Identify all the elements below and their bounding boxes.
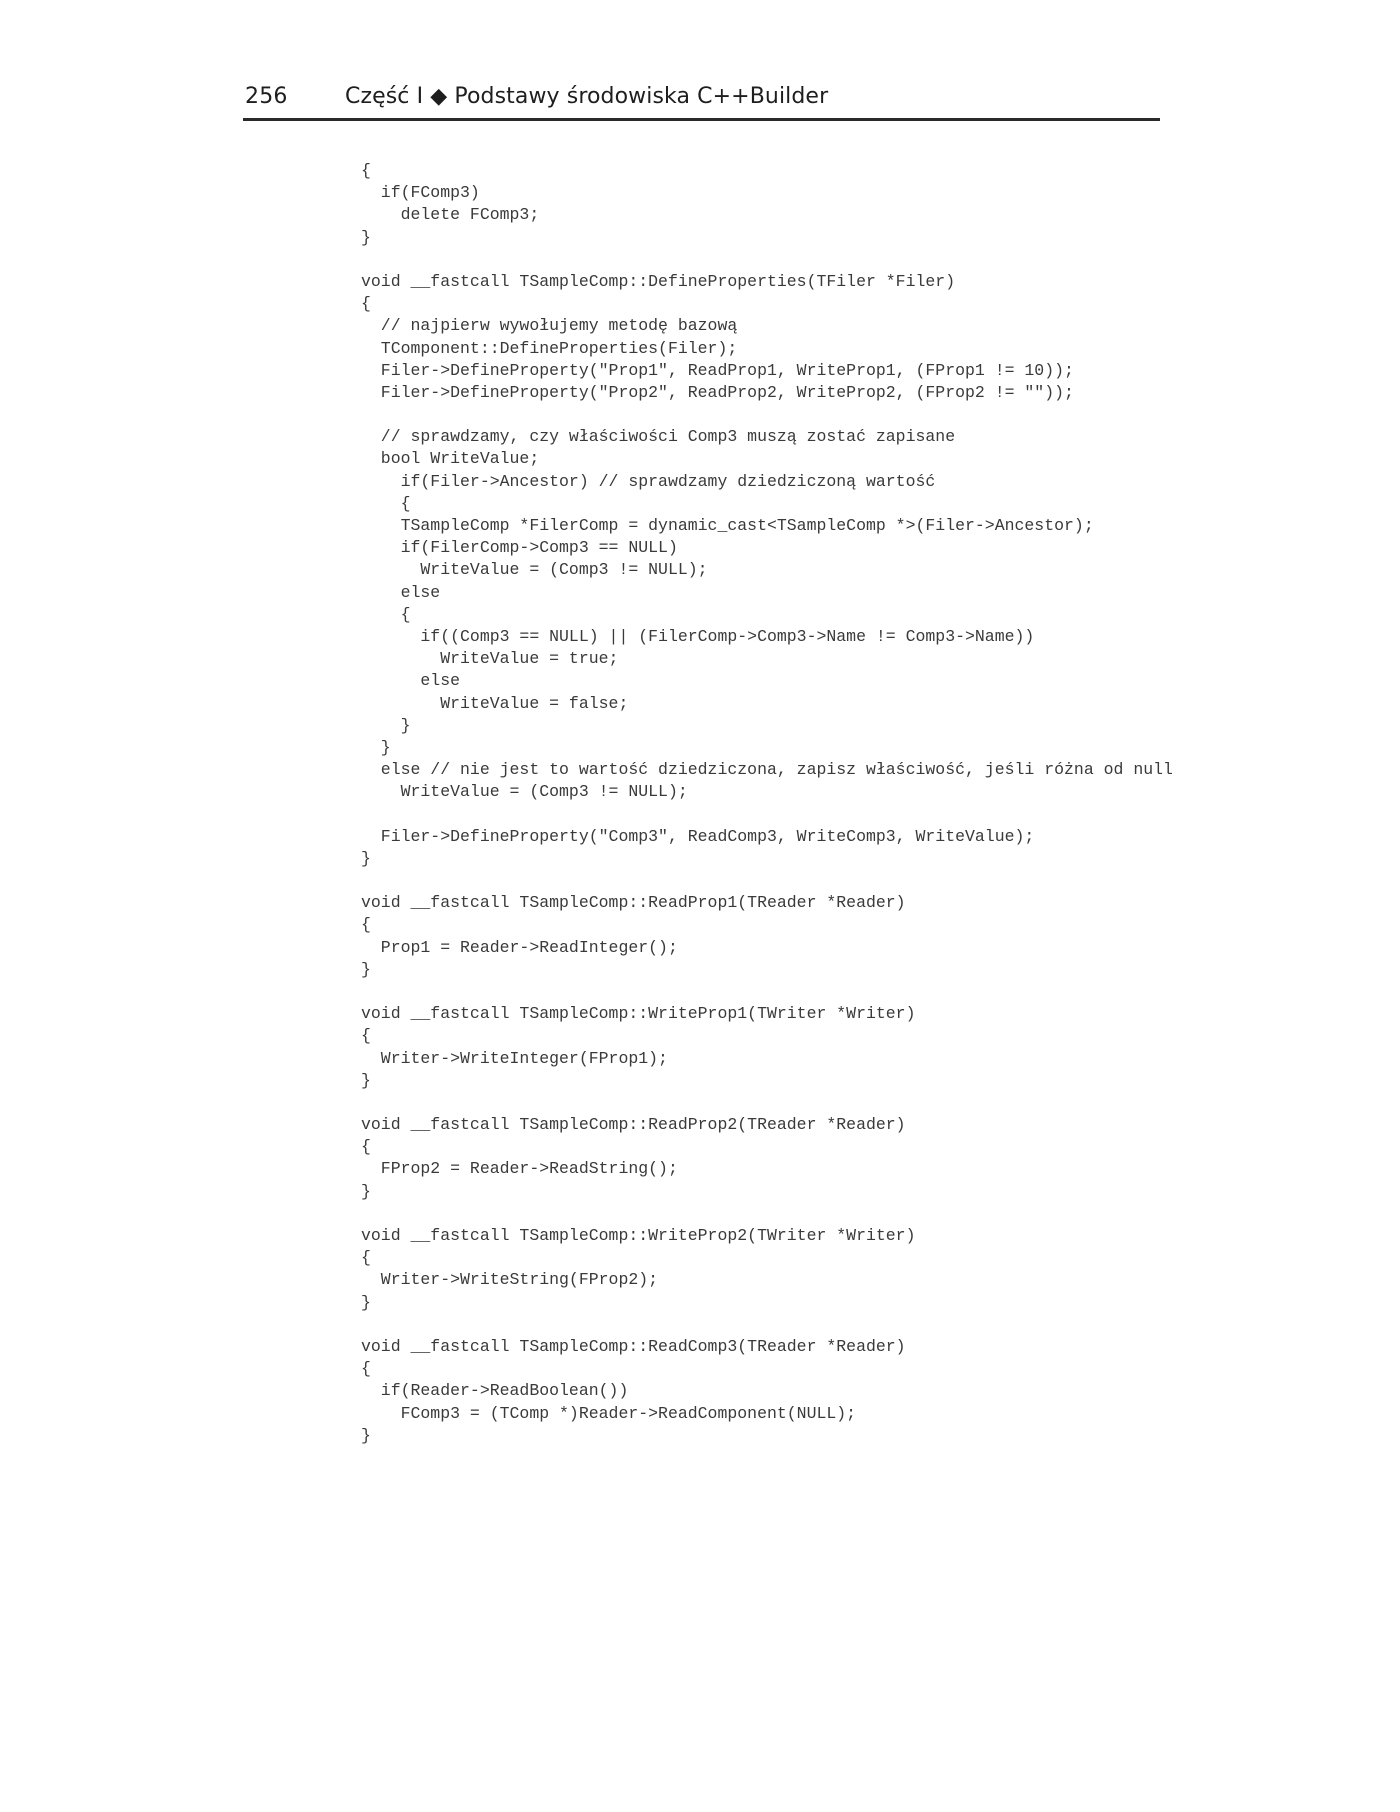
code-line — [361, 803, 1311, 825]
code-line: } — [361, 1181, 371, 1201]
code-line: { — [361, 1248, 371, 1268]
code-line: if((Comp3 == NULL) || (FilerComp->Comp3->Name != Comp3->Name)) — [361, 626, 1035, 646]
code-line — [361, 1203, 1311, 1225]
code-line: bool WriteValue; — [361, 449, 540, 469]
code-line: else — [361, 582, 441, 602]
code-line: FComp3 = (TComp *)Reader->ReadComponent(NULL); — [361, 1403, 857, 1423]
code-line: if(Filer->Ancestor) // sprawdzamy dziedziczoną wartość — [361, 471, 936, 491]
code-line: } — [361, 227, 371, 247]
code-line: { — [361, 1026, 371, 1046]
code-line: } — [361, 1070, 371, 1090]
code-line: Writer->WriteInteger(FProp1); — [361, 1048, 668, 1068]
code-line: // najpierw wywołujemy metodę bazową — [361, 316, 738, 336]
code-line: { — [361, 161, 371, 180]
code-line: { — [361, 1359, 371, 1379]
code-line: void __fastcall TSampleComp::ReadProp2(TReader *Reader) — [361, 1115, 906, 1135]
code-line: WriteValue = (Comp3 != NULL); — [361, 560, 708, 580]
code-line: if(Reader->ReadBoolean()) — [361, 1381, 629, 1401]
code-line: Filer->DefineProperty("Prop2", ReadProp2, WriteProp2, (FProp2 != "")); — [361, 382, 1074, 402]
code-line: { — [361, 1137, 371, 1157]
code-line: WriteValue = (Comp3 != NULL); — [361, 782, 688, 802]
code-line: } — [361, 715, 411, 735]
code-line: Prop1 = Reader->ReadInteger(); — [361, 937, 678, 957]
code-listing — [361, 160, 1311, 1447]
code-line: void __fastcall TSampleComp::ReadComp3(TReader *Reader) — [361, 1336, 906, 1356]
code-line: { — [361, 604, 411, 624]
code-line: TSampleComp *FilerComp = dynamic_cast<TSampleComp *>(Filer->Ancestor); — [361, 516, 1094, 535]
code-line: { — [361, 493, 411, 513]
code-line: void __fastcall TSampleComp::WriteProp1(TWriter *Writer) — [361, 1004, 916, 1024]
code-line: { — [361, 915, 371, 935]
code-line: void __fastcall TSampleComp::DefineProperties(TFiler *Filer) — [361, 271, 956, 291]
code-line: void __fastcall TSampleComp::WriteProp2(TWriter *Writer) — [361, 1226, 916, 1245]
code-line: WriteValue = false; — [361, 693, 629, 713]
code-line: Filer->DefineProperty("Comp3", ReadComp3, WriteComp3, WriteValue); — [361, 826, 1035, 846]
code-line — [361, 249, 1311, 271]
code-line: { — [361, 294, 371, 314]
code-line: } — [361, 1425, 371, 1445]
code-line: if(FComp3) — [361, 183, 480, 203]
code-line: } — [361, 848, 371, 868]
code-line — [361, 981, 1311, 1003]
code-line — [361, 404, 1311, 426]
code-line: } — [361, 737, 391, 757]
code-line: FProp2 = Reader->ReadString(); — [361, 1159, 678, 1179]
code-line: Writer->WriteString(FProp2); — [361, 1270, 659, 1290]
code-line — [361, 870, 1311, 892]
code-line: } — [361, 959, 371, 979]
code-line — [361, 1092, 1311, 1114]
code-line — [361, 1314, 1311, 1336]
code-line: WriteValue = true; — [361, 649, 619, 669]
code-line: else // nie jest to wartość dziedziczona, zapisz właściwość, jeśli różna od null — [361, 760, 1173, 780]
page-number: 256 — [245, 84, 288, 109]
code-line: void __fastcall TSampleComp::ReadProp1(TReader *Reader) — [361, 893, 906, 913]
code-line: // sprawdzamy, czy właściwości Comp3 muszą zostać zapisane — [361, 427, 956, 447]
running-head — [243, 84, 1160, 121]
chapter-header-title: Część I ◆ Podstawy środowiska C++Builder — [345, 84, 829, 109]
code-line: } — [361, 1292, 371, 1312]
code-line: TComponent::DefineProperties(Filer); — [361, 338, 738, 358]
code-line: delete FComp3; — [361, 205, 540, 225]
code-line: else — [361, 671, 461, 691]
code-line: Filer->DefineProperty("Prop1", ReadProp1, WriteProp1, (FProp1 != 10)); — [361, 360, 1074, 380]
code-line: if(FilerComp->Comp3 == NULL) — [361, 538, 678, 558]
